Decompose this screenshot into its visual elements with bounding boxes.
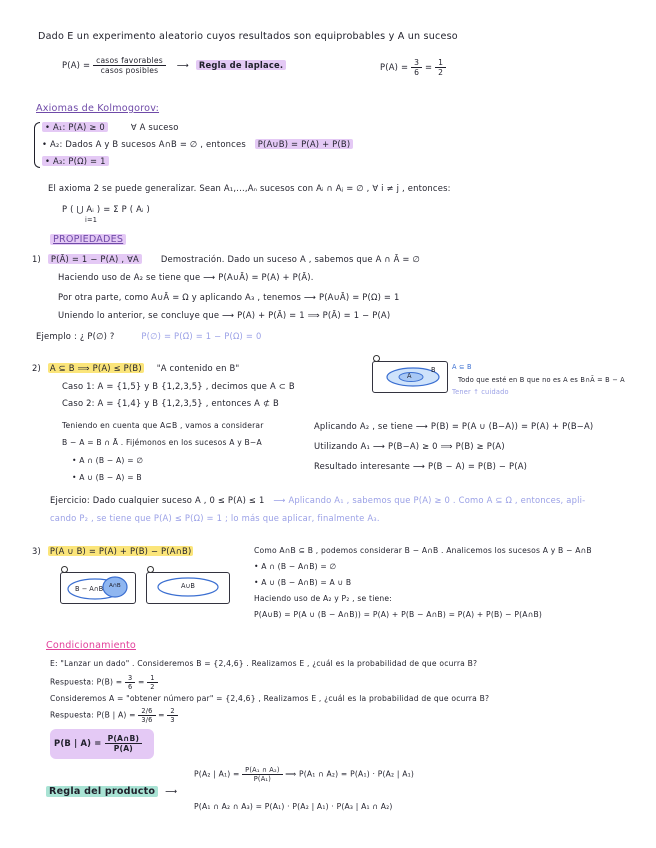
axiom-1-qualifier: ∀ A suceso	[130, 122, 179, 132]
generalization-subscript: i=1	[85, 216, 98, 224]
answer-2-den: 3/6	[141, 716, 153, 724]
answer-1-eq: =	[137, 677, 145, 687]
axioms-brace	[34, 122, 40, 168]
axiom-3	[42, 156, 109, 166]
venn-corner-marker-2	[61, 566, 68, 573]
example-answer: P(∅) = P(Ω̄) = 1 − P(Ω) = 0	[141, 331, 262, 341]
property-1-number: 1)	[32, 254, 41, 264]
axiom-generalization: El axioma 2 se puede generalizar. Sean A₁,...,Aₙ sucesos con Aᵢ ∩ Aⱼ = ∅ , ∀ i ≠ j , entonces:	[48, 183, 451, 193]
laplace-numerator: casos favorables	[93, 56, 166, 66]
conditional-line-1: E: "Lanzar un dado" . Consideremos B = {2,4,6} . Realizamos E , ¿cuál es la probabilidad de que ocurra B?	[50, 659, 478, 668]
venn-corner-marker-3	[147, 566, 154, 573]
laplace-lhs: P(A) =	[62, 60, 91, 70]
conditional-title: Condicionamiento	[46, 640, 136, 651]
property-2-case-1: Caso 1: A = {1,5} y B {1,2,3,5} , decimos que A ⊂ B	[62, 381, 295, 391]
exercise-line-1	[50, 495, 585, 505]
venn-label-b: B	[431, 366, 436, 374]
laplace-formula	[62, 56, 286, 75]
property-3	[32, 546, 193, 556]
answer-2-eq: =	[158, 710, 165, 720]
property-2-consider-1: Teniendo en cuenta que A⊆B , vamos a considerar	[62, 421, 264, 430]
property-1-demo: Demostración. Dado un suceso A , sabemos que A ∩ Ā = ∅	[160, 254, 420, 264]
property-2-note: "A contenido en B"	[156, 363, 240, 373]
example-fraction	[411, 58, 422, 77]
property-2-case-2: Caso 2: A = {1,4} y B {1,2,3,5} , entonces A ⊄ B	[62, 398, 279, 408]
answer-2-label: Respuesta: P(B | A) =	[50, 710, 136, 720]
venn-label-union: A∪B	[181, 582, 195, 590]
conditional-formula-fraction	[105, 734, 143, 753]
example-den: 6	[414, 68, 420, 77]
property-3-number: 3)	[32, 546, 41, 556]
property-1-statement: P(Ā) = 1 − P(A) , ∀A	[48, 254, 142, 264]
axioms-title: Axiomas de Kolmogorov:	[36, 103, 160, 114]
venn-diagram-union	[146, 572, 230, 604]
property-1-line-3: Por otra parte, como A∪Ā = Ω y aplicando A₃ , tenemos ⟶ P(A∪Ā) = P(Ω) = 1	[58, 292, 400, 302]
property-1-line-4: Uniendo lo anterior, se concluye que ⟶ P(A) + P(Ā) = 1 ⟹ P(Ā) = 1 − P(A)	[58, 310, 391, 320]
exercise-statement: Ejercicio: Dado cualquier suceso A , 0 ≤ P(A) ≤ 1	[50, 495, 265, 505]
venn-note-careful: Tener ↑ cuidado	[452, 388, 509, 396]
property-3-line-5: P(A∪B) = P(A ∪ (B − A∩B)) = P(A) + P(B − A∩B) = P(A) + P(B) − P(A∩B)	[254, 610, 543, 619]
product-rule-formula-2: P(A₁ ∩ A₂ ∩ A₃) = P(A₁) · P(A₂ | A₁) · P(A₃ | A₁ ∩ A₂)	[194, 802, 393, 811]
answer-1-den: 6	[127, 683, 133, 691]
venn-label-ab: A∩B	[109, 583, 121, 589]
axiom-2	[42, 139, 353, 149]
venn-corner-marker	[373, 355, 380, 362]
axiom-1-text: • A₁: P(A) ≥ 0	[42, 122, 108, 132]
product-f1-rhs: ⟹ P(A₁ ∩ A₂) = P(A₁) · P(A₂ | A₁)	[285, 769, 415, 779]
property-3-line-2: • A ∩ (B − A∩B) = ∅	[254, 562, 337, 571]
example-num: 3	[411, 58, 422, 68]
example-num-2: 1	[435, 58, 446, 68]
answer-2-num: 2/6	[138, 707, 155, 716]
properties-title	[50, 234, 126, 245]
venn-label-b-minus-ab: B − A∩B	[75, 585, 104, 593]
property-3-statement: P(A ∪ B) = P(A) + P(B) − P(A∩B)	[49, 546, 192, 556]
venn-diagram-difference	[60, 572, 136, 604]
answer-2-num-2: 2	[167, 707, 177, 716]
product-rule-arrow: ⟶	[165, 786, 178, 796]
answer-1-num: 3	[125, 674, 135, 683]
venn-note-subset: A ⊆ B	[452, 363, 472, 371]
venn-diagram-subset	[372, 361, 448, 393]
conditional-formula-num: P(A∩B)	[105, 734, 143, 744]
conditional-formula-den: P(A)	[113, 744, 133, 753]
property-1-line-2: Haciendo uso de A₂ se tiene que ⟶ P(A∪Ā) = P(A) + P(Ā).	[58, 272, 314, 282]
example-fraction-2	[435, 58, 446, 77]
property-3-line-3: • A ∪ (B − A∩B) = A ∪ B	[254, 578, 352, 587]
property-2-result-3: Resultado interesante ⟶ P(B − A) = P(B) − P(A)	[314, 461, 528, 471]
property-3-line-1: Como A∩B ⊆ B , podemos considerar B − A∩B . Analicemos los sucesos A y B − A∩B	[254, 546, 592, 555]
laplace-rule-label: Regla de laplace.	[196, 60, 286, 70]
property-2-intersection: • A ∩ (B − A) = ∅	[72, 456, 144, 465]
product-f1-lhs: P(A₂ | A₁) =	[194, 769, 240, 779]
property-2-consider-2: B − A = B ∩ Ā . Fijémonos en los sucesos A y B−A	[62, 438, 262, 447]
laplace-arrow: ⟶	[176, 60, 189, 70]
conditional-answer-2	[50, 707, 178, 724]
product-rule-title: Regla del producto	[46, 786, 158, 797]
answer-1-fraction	[125, 674, 135, 691]
example-lhs: P(A) =	[380, 62, 409, 72]
properties-title-text: PROPIEDADES	[50, 234, 126, 245]
laplace-fraction	[93, 56, 166, 75]
answer-2-fraction	[138, 707, 155, 724]
property-3-line-4: Haciendo uso de A₂ y P₂ , se tiene:	[254, 594, 393, 603]
conditional-line-2: Consideremos A = "obtener número par" = {2,4,6} , Realizamos E , ¿cuál es la probabilidad de que ocurra B?	[50, 694, 490, 703]
axiom-2-text: • A₂: Dados A y B sucesos A∩B = ∅ , entonces	[42, 139, 246, 149]
conditional-answer-1	[50, 674, 158, 691]
venn-note-difference: Todo que esté en B que no es A es B∩Ā = B − A	[458, 376, 625, 384]
product-f1-num: P(A₁ ∩ A₂)	[242, 766, 282, 775]
answer-2-fraction-2	[167, 707, 177, 724]
example-den-2: 2	[438, 68, 444, 77]
example-eq: =	[425, 62, 433, 72]
answer-1-num-2: 1	[147, 674, 157, 683]
property-2-statement: A ⊆ B ⟹ P(A) ≤ P(B)	[49, 363, 142, 373]
property-1	[32, 254, 420, 264]
axiom-3-text: • A₃: P(Ω) = 1	[42, 156, 109, 166]
conditional-formula	[54, 734, 142, 753]
exercise-solution-1: ⟶ Aplicando A₁ , sabemos que P(A) ≥ 0 . Como A ⊆ Ω , entonces, apli-	[273, 495, 586, 505]
property-2-number: 2)	[32, 363, 41, 373]
axiom-1	[42, 122, 179, 132]
property-2-result-1: Aplicando A₂ , se tiene ⟶ P(B) = P(A ∪ (B−A)) = P(A) + P(B−A)	[314, 421, 594, 431]
intro-line: Dado E un experimento aleatorio cuyos resultados son equiprobables y A un suceso	[38, 31, 458, 42]
generalization-formula: P ( ⋃ Aᵢ ) = Σ P ( Aᵢ )	[62, 204, 151, 214]
answer-1-fraction-2	[147, 674, 157, 691]
product-rule-heading	[46, 786, 177, 797]
product-f1-den: P(A₁)	[253, 775, 272, 783]
exercise-line-2: cando P₂ , se tiene que P(A) ≤ P(Ω) = 1 ; lo más que aplicar, finalmente A₃.	[50, 513, 380, 523]
product-rule-formula-1	[194, 766, 414, 783]
answer-1-label: Respuesta: P(B) =	[50, 677, 123, 687]
property-2	[32, 363, 239, 373]
answer-2-den-2: 3	[170, 716, 175, 724]
product-f1-fraction	[242, 766, 282, 783]
axiom-2-formula: P(A∪B) = P(A) + P(B)	[255, 139, 354, 149]
conditional-formula-lhs: P(B | A) =	[54, 738, 102, 748]
example-question: Ejemplo : ¿ P(∅) ?	[36, 331, 115, 341]
property-2-union: • A ∪ (B − A) = B	[72, 473, 142, 482]
example-empty-set	[36, 331, 262, 341]
laplace-example	[380, 58, 446, 77]
property-2-result-2: Utilizando A₁ ⟶ P(B−A) ≥ 0 ⟹ P(B) ≥ P(A)	[314, 441, 505, 451]
venn-label-a: A	[407, 372, 412, 380]
laplace-denominator: casos posibles	[100, 66, 159, 75]
answer-1-den-2: 2	[150, 683, 155, 691]
